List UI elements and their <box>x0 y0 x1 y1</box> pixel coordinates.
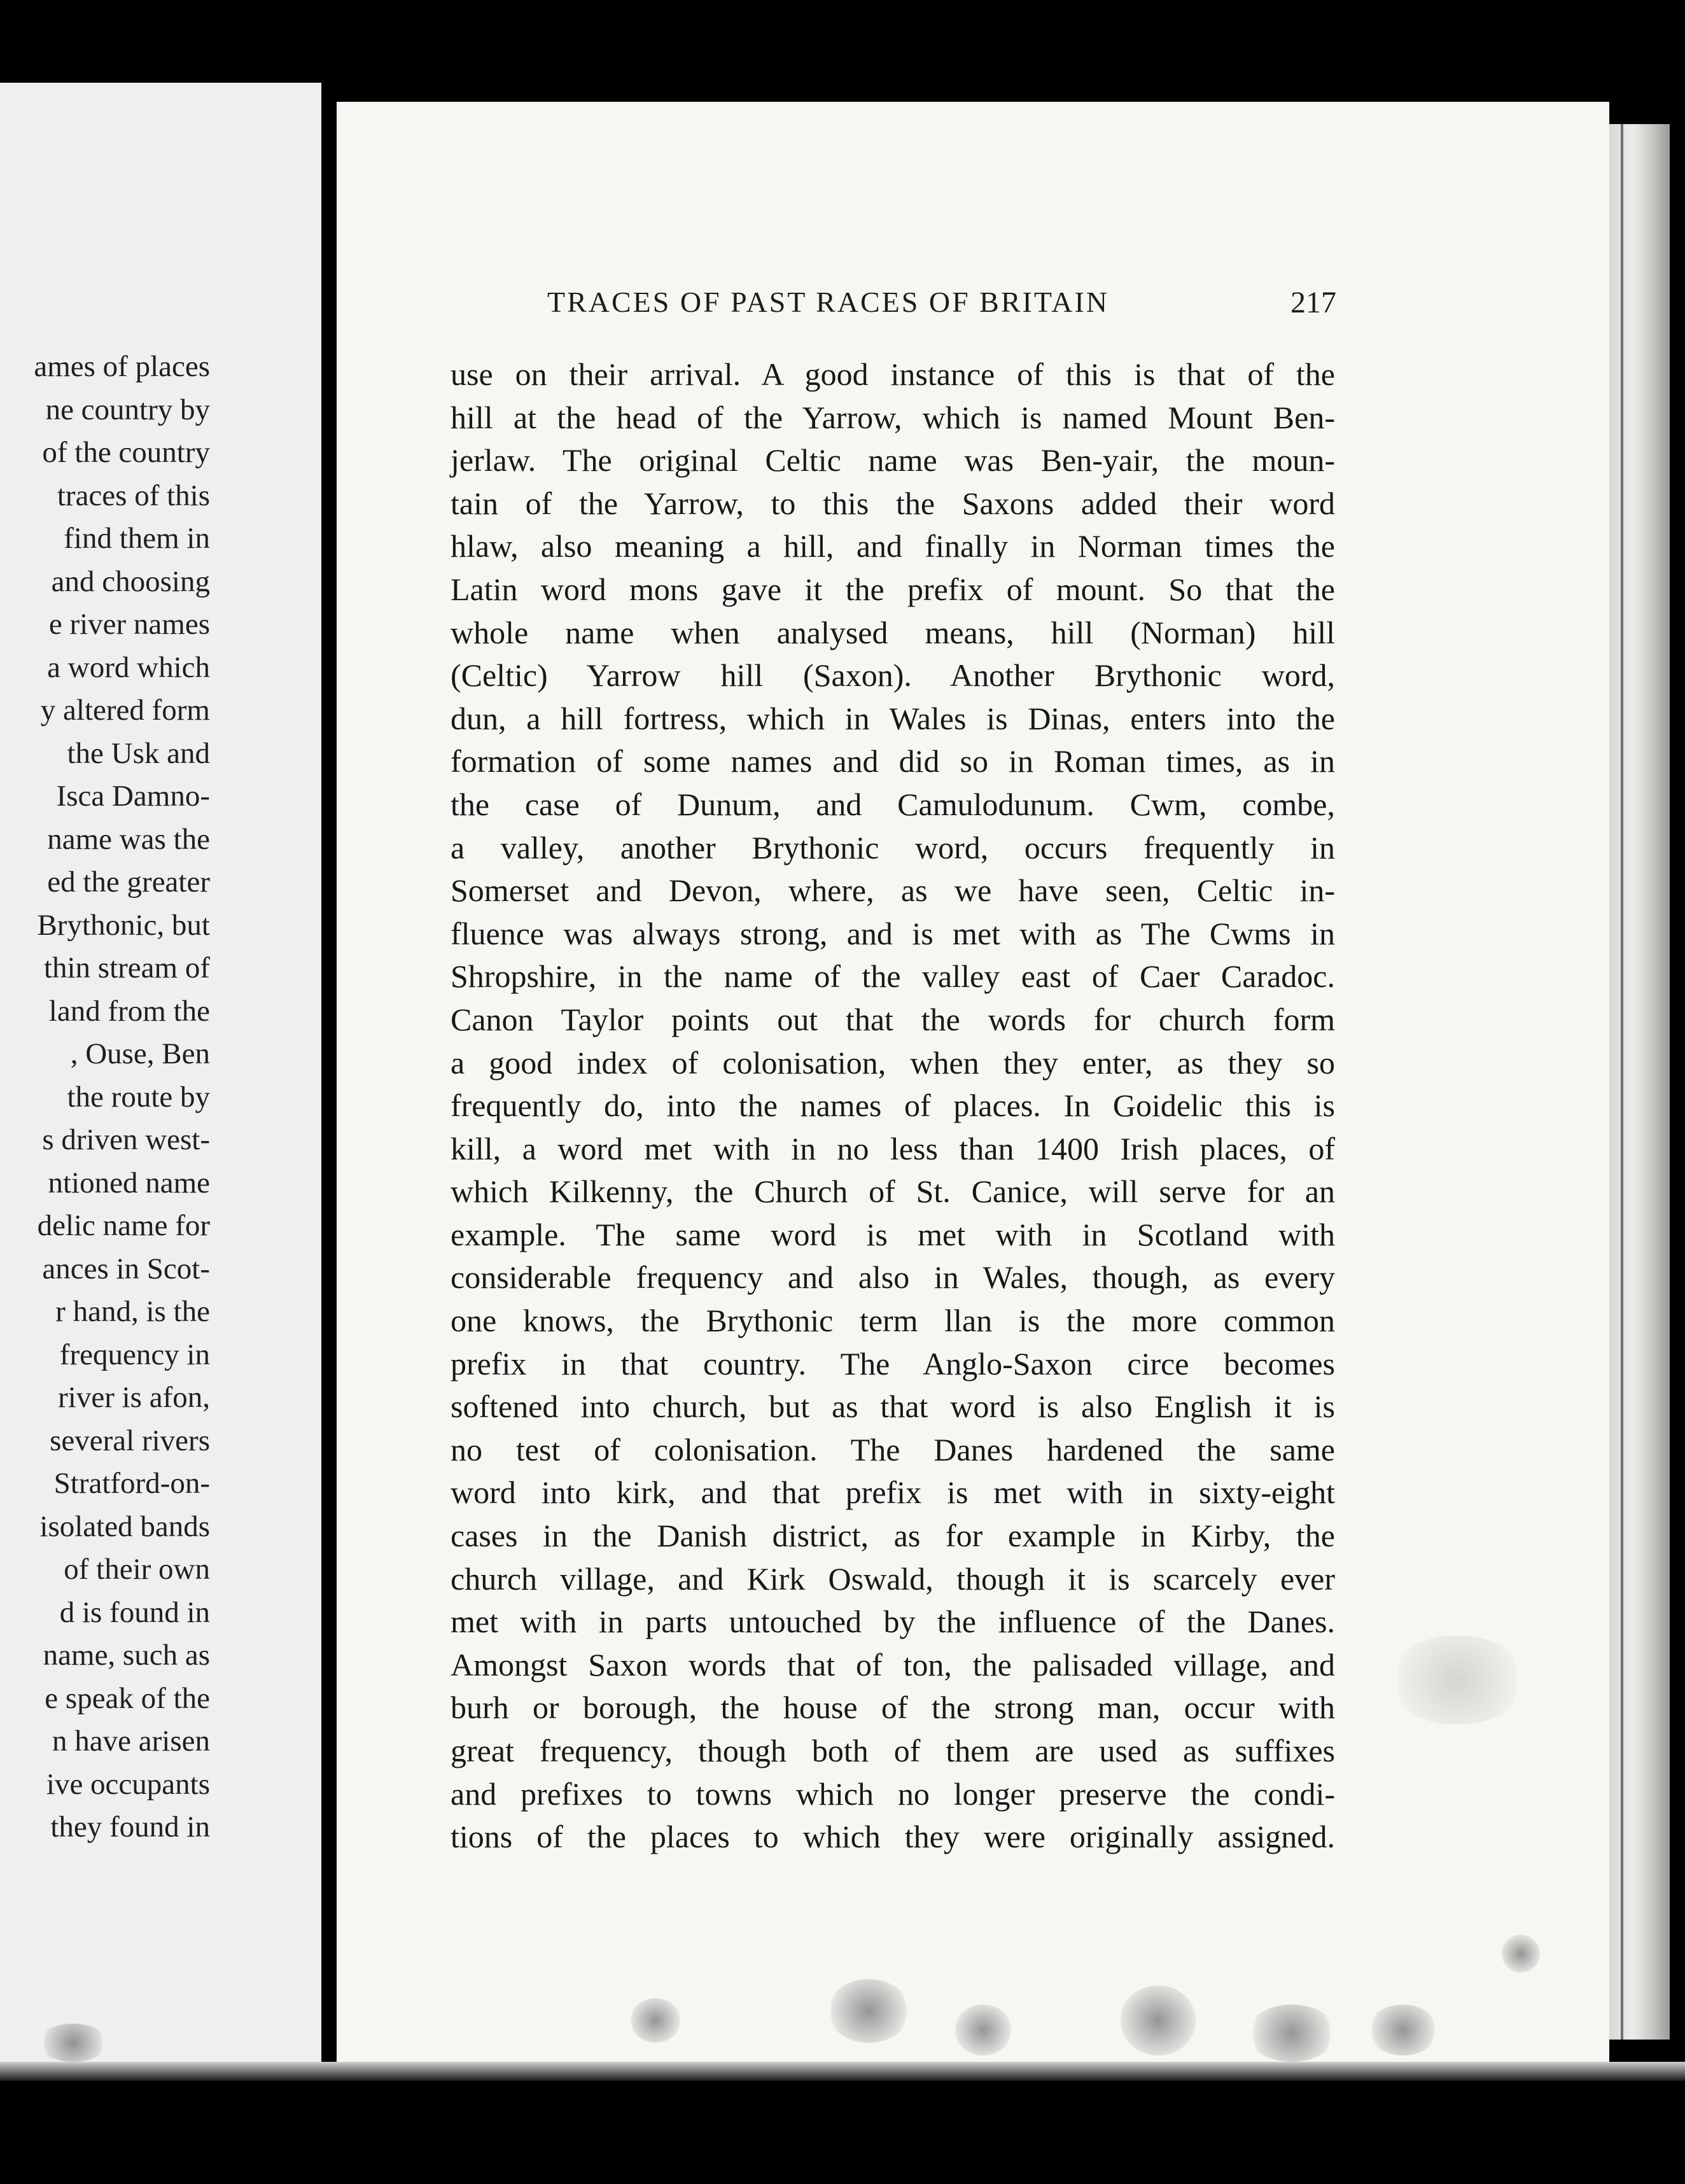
text-line: the case of Dunum, and Camulodunum. Cwm, combe, <box>451 786 1335 822</box>
foxing-stain <box>38 2024 108 2062</box>
left-text-line: they found in <box>50 1810 210 1844</box>
text-line: Canon Taylor points out that the words for church form <box>451 1001 1335 1037</box>
text-line: Amongst Saxon words that of ton, the palisaded village, and <box>451 1646 1335 1683</box>
text-line: hlaw, also meaning a hill, and finally in Norman times the <box>451 528 1335 564</box>
left-text-line: Isca Damno- <box>56 780 210 813</box>
text-line: church village, and Kirk Oswald, though it is scarcely ever <box>451 1560 1335 1597</box>
text-line: example. The same word is met with in Scotland with <box>451 1216 1335 1252</box>
text-line: frequently do, into the names of places. In Goidelic this is <box>451 1088 1335 1124</box>
foxing-stain <box>1368 2005 1438 2055</box>
left-page <box>0 83 321 2075</box>
text-line: hill at the head of the Yarrow, which is named Mount Ben- <box>451 399 1335 435</box>
left-text-line: the route by <box>67 1080 210 1114</box>
text-line: a valley, another Brythonic word, occurs frequently in <box>451 829 1335 865</box>
left-text-line: Stratford-on- <box>53 1467 210 1500</box>
text-line: which Kilkenny, the Church of St. Canice, will serve for an <box>451 1173 1335 1210</box>
text-line: fluence was always strong, and is met with as The Cwms in <box>451 915 1335 951</box>
left-text-line: delic name for <box>37 1209 210 1242</box>
foxing-stain <box>1502 1935 1540 1973</box>
text-line: tions of the places to which they were originally assigned. <box>451 1819 1335 1855</box>
page-number: 217 <box>1290 286 1336 319</box>
foxing-stain <box>1247 2005 1336 2062</box>
left-text-line: thin stream of <box>43 951 210 984</box>
foxing-stain <box>1120 1985 1196 2055</box>
left-text-line: , Ouse, Ben <box>70 1037 210 1070</box>
left-text-line: traces of this <box>57 479 210 512</box>
text-line: use on their arrival. A good instance of this is that of the <box>451 356 1335 392</box>
left-text-line: ntioned name <box>48 1166 210 1200</box>
left-text-line: ances in Scot- <box>42 1252 210 1285</box>
gutter <box>321 95 337 2075</box>
left-text-line: of their own <box>64 1553 210 1586</box>
text-line: word into kirk, and that prefix is met with in sixty-eight <box>451 1474 1335 1511</box>
left-text-line: several rivers <box>50 1424 210 1457</box>
text-line: one knows, the Brythonic term llan is the more common <box>451 1303 1335 1339</box>
left-text-line: e speak of the <box>45 1681 210 1715</box>
text-line: and prefixes to towns which no longer preserve the condi- <box>451 1775 1335 1812</box>
text-line: considerable frequency and also in Wales, though, as every <box>451 1259 1335 1296</box>
text-line: kill, a word met with in no less than 1400 Irish places, of <box>451 1130 1335 1166</box>
left-text-line: frequency in <box>59 1338 210 1371</box>
left-text-line: a word which <box>47 650 210 684</box>
text-line: cases in the Danish district, as for example in Kirby, the <box>451 1518 1335 1554</box>
foxing-stain <box>630 1998 681 2043</box>
left-text-line: e river names <box>48 608 210 641</box>
text-line: dun, a hill fortress, which in Wales is Dinas, enters into the <box>451 700 1335 736</box>
text-line: Shropshire, in the name of the valley east of Caer Caradoc. <box>451 958 1335 995</box>
body-text <box>451 353 1335 1859</box>
text-line: burh or borough, the house of the strong man, occur with <box>451 1690 1335 1726</box>
text-line: whole name when analysed means, hill (Norman) hill <box>451 614 1335 650</box>
left-text-line: find them in <box>64 522 210 555</box>
text-line: no test of colonisation. The Danes hardened the same <box>451 1431 1335 1467</box>
text-line: jerlaw. The original Celtic name was Ben-yair, the moun- <box>451 442 1335 479</box>
text-line: Somerset and Devon, where, as we have seen, Celtic in- <box>451 872 1335 909</box>
left-text-line: name was the <box>47 822 210 856</box>
left-page-text <box>0 346 210 1849</box>
text-line: great frequency, though both of them are used as suffixes <box>451 1733 1335 1768</box>
left-text-line: s driven west- <box>42 1123 210 1156</box>
running-head: TRACES OF PAST RACES OF BRITAIN <box>547 286 1110 318</box>
left-text-line: Brythonic, but <box>37 908 210 942</box>
left-text-line: y altered form <box>40 694 210 727</box>
text-line: a good index of colonisation, when they enter, as they so <box>451 1044 1335 1081</box>
text-line: tain of the Yarrow, to this the Saxons added their word <box>451 485 1335 521</box>
text-line: softened into church, but as that word is also English it is <box>451 1389 1335 1425</box>
left-text-line: river is afon, <box>58 1381 210 1414</box>
foxing-stain <box>1387 1635 1527 1725</box>
foxing-stain <box>827 1979 910 2043</box>
left-text-line: of the country <box>42 436 210 469</box>
left-text-line: ne country by <box>45 393 210 426</box>
left-text-line: isolated bands <box>39 1509 210 1543</box>
left-text-line: n have arisen <box>52 1725 210 1758</box>
foxing-stain <box>954 2005 1012 2055</box>
left-text-line: ames of places <box>34 350 210 383</box>
left-text-line: land from the <box>48 994 210 1028</box>
left-text-line: the Usk and <box>67 736 210 770</box>
text-line: Latin word mons gave it the prefix of mount. So that the <box>451 571 1335 607</box>
page-edge <box>1609 124 1670 2040</box>
left-text-line: ive occupants <box>46 1767 210 1801</box>
left-text-line: and choosing <box>51 564 210 598</box>
left-text-line: d is found in <box>59 1595 210 1629</box>
text-line: met with in parts untouched by the influence of the Danes. <box>451 1604 1335 1640</box>
text-line: prefix in that country. The Anglo-Saxon circe becomes <box>451 1345 1335 1382</box>
left-text-line: ed the greater <box>47 865 210 899</box>
text-line: (Celtic) Yarrow hill (Saxon). Another Brythonic word, <box>451 657 1335 694</box>
text-line: formation of some names and did so in Roman times, as in <box>451 743 1335 780</box>
bottom-edge <box>0 2062 1685 2081</box>
left-text-line: name, such as <box>43 1639 210 1672</box>
left-text-line: r hand, is the <box>55 1295 210 1328</box>
